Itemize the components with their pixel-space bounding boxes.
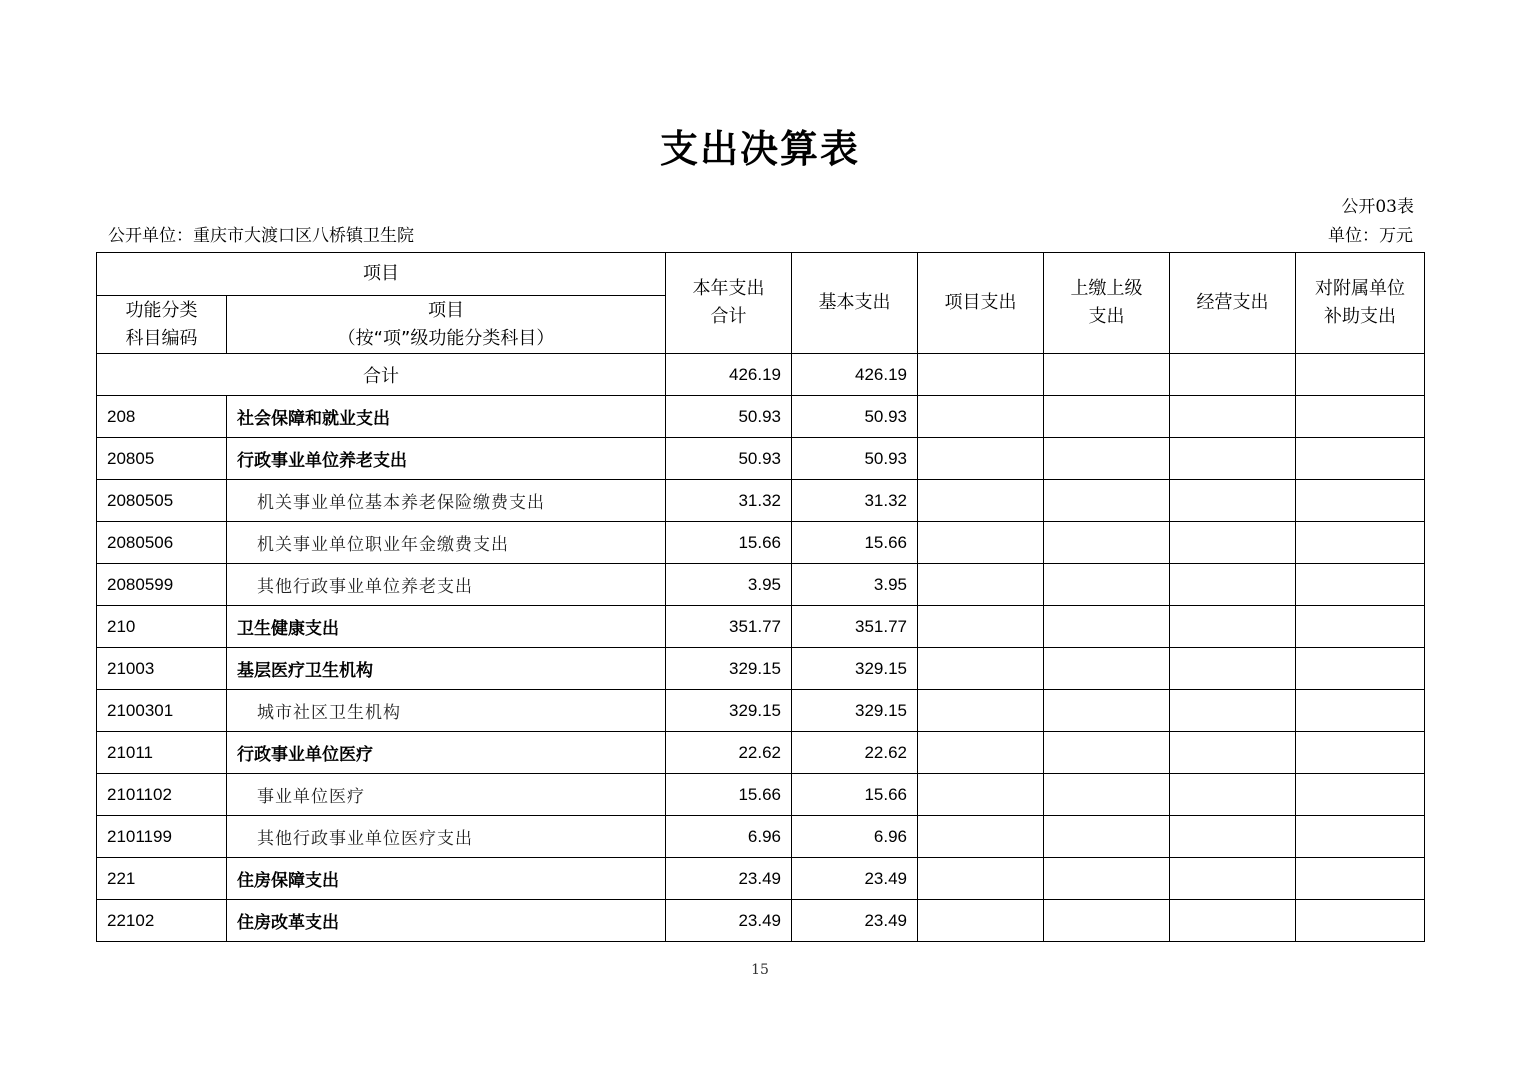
expenditure-table <box>96 252 1425 942</box>
table-row <box>97 816 1425 858</box>
row-business <box>1170 564 1296 606</box>
row-code: 21011 <box>97 732 227 774</box>
header-business: 经营支出 <box>1170 253 1296 354</box>
row-remit <box>1044 438 1170 480</box>
row-subsidy <box>1296 606 1425 648</box>
table-row <box>97 690 1425 732</box>
total-basic: 426.19 <box>792 354 918 396</box>
row-code: 2100301 <box>97 690 227 732</box>
page-title: 支出决算表 <box>659 127 860 171</box>
total-label: 合计 <box>97 354 666 396</box>
total-subsidy <box>1296 354 1425 396</box>
table-row <box>97 606 1425 648</box>
row-subsidy <box>1296 564 1425 606</box>
header-project: 项目支出 <box>918 253 1044 354</box>
row-basic: 50.93 <box>792 396 918 438</box>
row-business <box>1170 480 1296 522</box>
row-total: 22.62 <box>666 732 792 774</box>
row-basic: 15.66 <box>792 774 918 816</box>
total-row <box>97 354 1425 396</box>
row-total: 15.66 <box>666 522 792 564</box>
row-basic: 6.96 <box>792 816 918 858</box>
row-name: 其他行政事业单位养老支出 <box>227 564 666 606</box>
row-business <box>1170 396 1296 438</box>
row-project <box>918 438 1044 480</box>
row-project <box>918 690 1044 732</box>
row-project <box>918 396 1044 438</box>
row-name: 事业单位医疗 <box>227 774 666 816</box>
row-subsidy <box>1296 438 1425 480</box>
row-total: 50.93 <box>666 396 792 438</box>
row-total: 329.15 <box>666 648 792 690</box>
table-row <box>97 774 1425 816</box>
row-name: 行政事业单位养老支出 <box>227 438 666 480</box>
row-remit <box>1044 648 1170 690</box>
row-name: 其他行政事业单位医疗支出 <box>227 816 666 858</box>
row-subsidy <box>1296 732 1425 774</box>
row-project <box>918 816 1044 858</box>
row-code: 210 <box>97 606 227 648</box>
row-basic: 329.15 <box>792 648 918 690</box>
row-project <box>918 480 1044 522</box>
row-name: 卫生健康支出 <box>227 606 666 648</box>
row-business <box>1170 648 1296 690</box>
header-row-1 <box>97 253 1425 296</box>
row-code: 20805 <box>97 438 227 480</box>
row-remit <box>1044 690 1170 732</box>
currency-unit: 单位：万元 <box>1328 226 1413 246</box>
row-remit <box>1044 774 1170 816</box>
row-code: 208 <box>97 396 227 438</box>
row-business <box>1170 438 1296 480</box>
row-business <box>1170 816 1296 858</box>
row-name: 机关事业单位基本养老保险缴费支出 <box>227 480 666 522</box>
table-row <box>97 732 1425 774</box>
table-row <box>97 480 1425 522</box>
row-project <box>918 606 1044 648</box>
row-code: 22102 <box>97 900 227 942</box>
row-total: 15.66 <box>666 774 792 816</box>
row-subsidy <box>1296 858 1425 900</box>
row-subsidy <box>1296 816 1425 858</box>
row-name: 机关事业单位职业年金缴费支出 <box>227 522 666 564</box>
table-row <box>97 858 1425 900</box>
row-remit <box>1044 606 1170 648</box>
row-remit <box>1044 522 1170 564</box>
row-total: 31.32 <box>666 480 792 522</box>
row-total: 3.95 <box>666 564 792 606</box>
form-number: 公开03表 <box>1341 197 1414 217</box>
reporting-unit: 公开单位：重庆市大渡口区八桥镇卫生院 <box>108 226 414 246</box>
row-basic: 22.62 <box>792 732 918 774</box>
row-business <box>1170 900 1296 942</box>
row-subsidy <box>1296 396 1425 438</box>
row-project <box>918 522 1044 564</box>
row-basic: 329.15 <box>792 690 918 732</box>
page-number: 15 <box>751 962 769 978</box>
row-name: 行政事业单位医疗 <box>227 732 666 774</box>
row-basic: 50.93 <box>792 438 918 480</box>
row-business <box>1170 606 1296 648</box>
row-basic: 31.32 <box>792 480 918 522</box>
row-project <box>918 564 1044 606</box>
row-project <box>918 774 1044 816</box>
row-total: 23.49 <box>666 900 792 942</box>
row-project <box>918 648 1044 690</box>
total-project <box>918 354 1044 396</box>
row-basic: 15.66 <box>792 522 918 564</box>
row-total: 329.15 <box>666 690 792 732</box>
row-total: 23.49 <box>666 858 792 900</box>
row-business <box>1170 732 1296 774</box>
row-project <box>918 732 1044 774</box>
header-total: 本年支出 合计 <box>666 253 792 354</box>
header-basic: 基本支出 <box>792 253 918 354</box>
table-row <box>97 396 1425 438</box>
header-subsidy: 对附属单位 补助支出 <box>1296 253 1425 354</box>
row-project <box>918 900 1044 942</box>
row-basic: 3.95 <box>792 564 918 606</box>
row-code: 2080505 <box>97 480 227 522</box>
table-row <box>97 522 1425 564</box>
row-basic: 23.49 <box>792 900 918 942</box>
table-row <box>97 564 1425 606</box>
row-total: 351.77 <box>666 606 792 648</box>
row-business <box>1170 522 1296 564</box>
header-code: 功能分类 科目编码 <box>97 296 227 354</box>
table-row <box>97 648 1425 690</box>
row-business <box>1170 690 1296 732</box>
row-remit <box>1044 732 1170 774</box>
row-name: 住房改革支出 <box>227 900 666 942</box>
total-business <box>1170 354 1296 396</box>
row-name: 城市社区卫生机构 <box>227 690 666 732</box>
row-remit <box>1044 564 1170 606</box>
header-remit: 上缴上级 支出 <box>1044 253 1170 354</box>
row-code: 21003 <box>97 648 227 690</box>
row-remit <box>1044 858 1170 900</box>
header-name: 项目 （按“项”级功能分类科目） <box>227 296 666 354</box>
header-item-group: 项目 <box>97 253 666 296</box>
total-amount: 426.19 <box>666 354 792 396</box>
row-remit <box>1044 900 1170 942</box>
row-total: 6.96 <box>666 816 792 858</box>
row-remit <box>1044 480 1170 522</box>
row-name: 社会保障和就业支出 <box>227 396 666 438</box>
row-code: 221 <box>97 858 227 900</box>
row-remit <box>1044 396 1170 438</box>
table-row <box>97 900 1425 942</box>
table-row <box>97 438 1425 480</box>
row-business <box>1170 774 1296 816</box>
row-subsidy <box>1296 774 1425 816</box>
row-code: 2101199 <box>97 816 227 858</box>
row-total: 50.93 <box>666 438 792 480</box>
row-remit <box>1044 816 1170 858</box>
row-subsidy <box>1296 648 1425 690</box>
row-subsidy <box>1296 522 1425 564</box>
row-subsidy <box>1296 690 1425 732</box>
row-basic: 23.49 <box>792 858 918 900</box>
row-basic: 351.77 <box>792 606 918 648</box>
row-business <box>1170 858 1296 900</box>
total-remit <box>1044 354 1170 396</box>
row-code: 2080506 <box>97 522 227 564</box>
row-name: 住房保障支出 <box>227 858 666 900</box>
row-subsidy <box>1296 480 1425 522</box>
row-name: 基层医疗卫生机构 <box>227 648 666 690</box>
row-code: 2080599 <box>97 564 227 606</box>
row-subsidy <box>1296 900 1425 942</box>
row-project <box>918 858 1044 900</box>
row-code: 2101102 <box>97 774 227 816</box>
